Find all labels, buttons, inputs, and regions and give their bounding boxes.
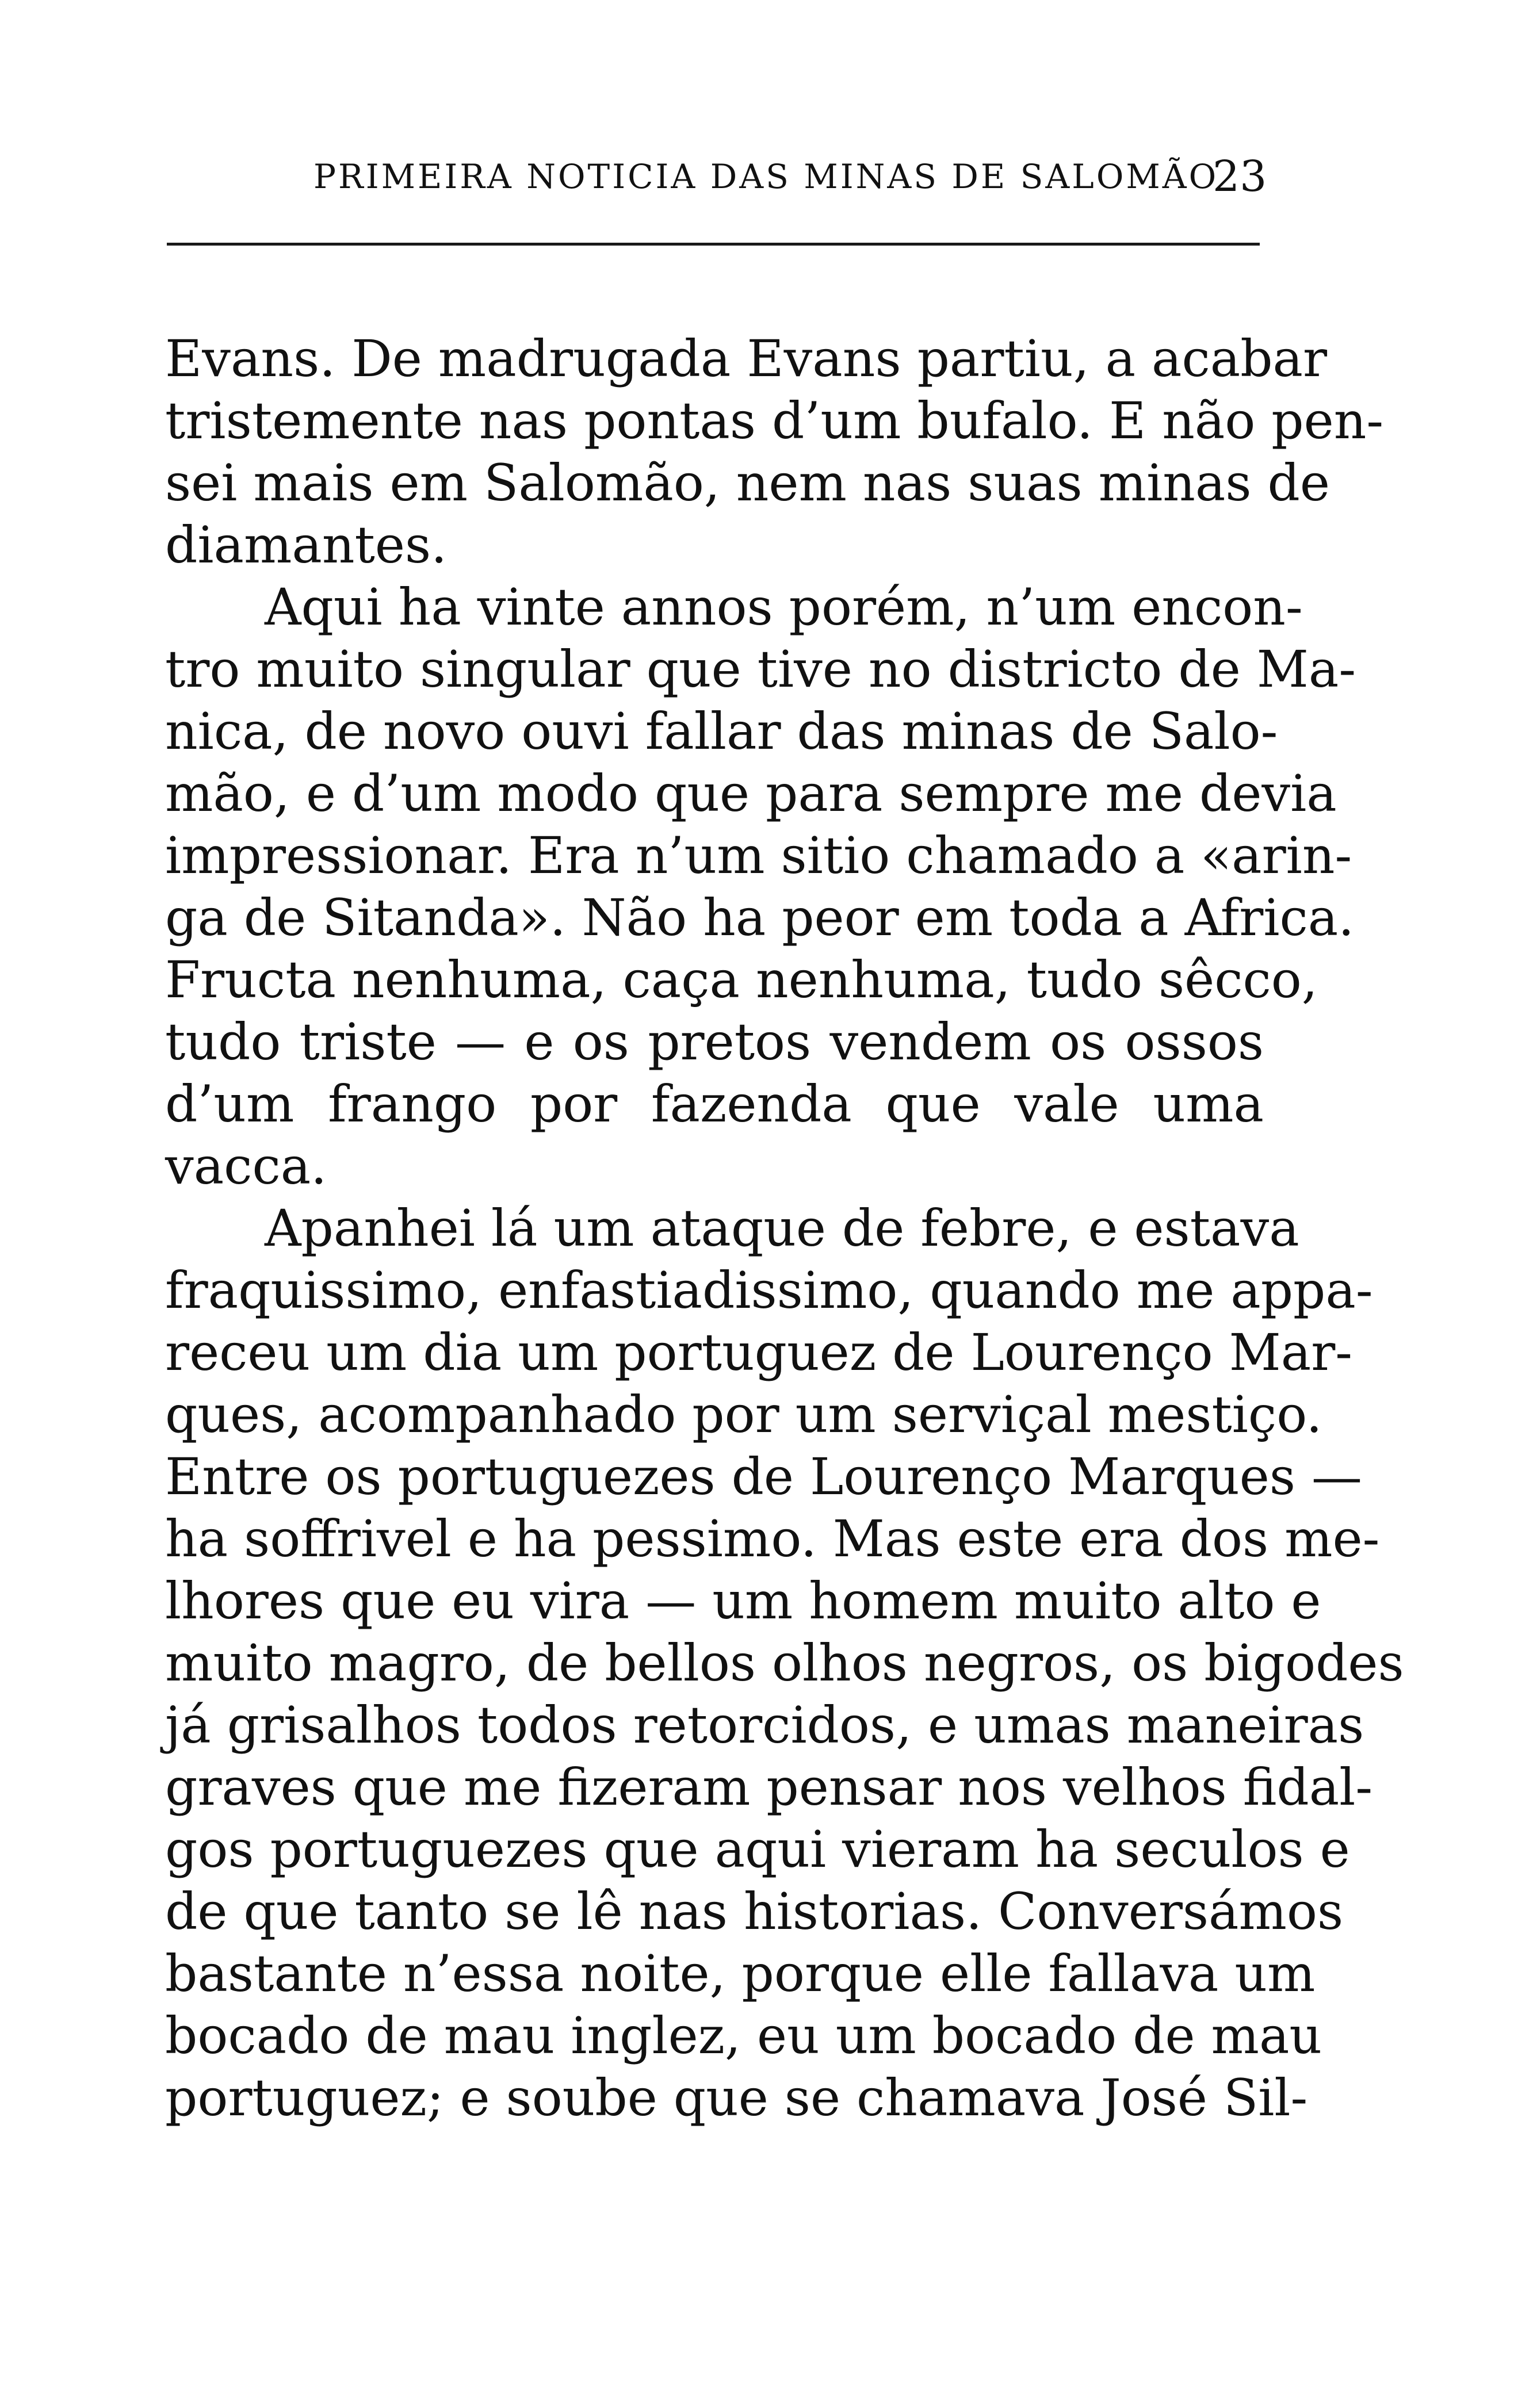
body-text: [165, 328, 1404, 2129]
text-line: receu um dia um portuguez de Lourenço Mar-: [165, 1323, 1353, 1382]
text-line: Fructa nenhuma, caça nenhuma, tudo sêcco,: [165, 950, 1318, 1009]
text-line: tro muito singular que tive no districto de Ma-: [165, 640, 1356, 699]
text-line: ques, acompanhado por um serviçal mestiço.: [165, 1385, 1322, 1444]
text-line: lhores que eu vira — um homem muito alto e: [165, 1571, 1321, 1630]
text-line: impressionar. Era n’um sitio chamado a «arin-: [165, 826, 1352, 885]
text-line: muito magro, de bellos olhos negros, os bigodes: [165, 1633, 1404, 1693]
text-line: d’um frango por fazenda que vale uma: [165, 1074, 1264, 1134]
text-line: diamantes.: [165, 515, 448, 575]
text-line: sei mais em Salomão, nem nas suas minas de: [165, 453, 1330, 512]
text-line: Apanhei lá um ataque de febre, e estava: [265, 1199, 1299, 1258]
header-rule: [167, 243, 1260, 246]
text-line: bocado de mau inglez, eu um bocado de mau: [165, 2006, 1322, 2065]
text-line: vacca.: [165, 1136, 327, 1196]
text-line: fraquissimo, enfastiadissimo, quando me appa-: [165, 1261, 1373, 1320]
text-line: Aqui ha vinte annos porém, n’um encon-: [265, 577, 1303, 637]
text-line: tristemente nas pontas d’um bufalo. E não pen-: [165, 391, 1384, 450]
text-line: mão, e d’um modo que para sempre me devia: [165, 764, 1337, 823]
text-line: ga de Sitanda». Não ha peor em toda a Africa.: [165, 888, 1355, 947]
text-line: gos portuguezes que aqui vieram ha seculos e: [165, 1820, 1350, 1879]
page-number: 23: [1213, 152, 1267, 201]
text-line: de que tanto se lê nas historias. Conversámos: [165, 1882, 1344, 1941]
running-head: PRIMEIRA NOTICIA DAS MINAS DE SALOMÃO: [313, 157, 1219, 196]
text-line: bastante n’essa noite, porque elle fallava um: [165, 1944, 1316, 2003]
text-line: graves que me fizeram pensar nos velhos fidal-: [165, 1758, 1373, 1817]
text-line: Evans. De madrugada Evans partiu, a acabar: [165, 329, 1328, 388]
text-line: nica, de novo ouvi fallar das minas de Salo-: [165, 702, 1278, 761]
text-line: ha soffrivel e ha pessimo. Mas este era dos me-: [165, 1509, 1380, 1568]
text-line: tudo triste — e os pretos vendem os ossos: [165, 1012, 1264, 1071]
text-line: já grisalhos todos retorcidos, e umas maneiras: [165, 1695, 1364, 1755]
text-line: portuguez; e soube que se chamava José Sil-: [165, 2068, 1308, 2127]
text-line: Entre os portuguezes de Lourenço Marques —: [165, 1447, 1362, 1506]
